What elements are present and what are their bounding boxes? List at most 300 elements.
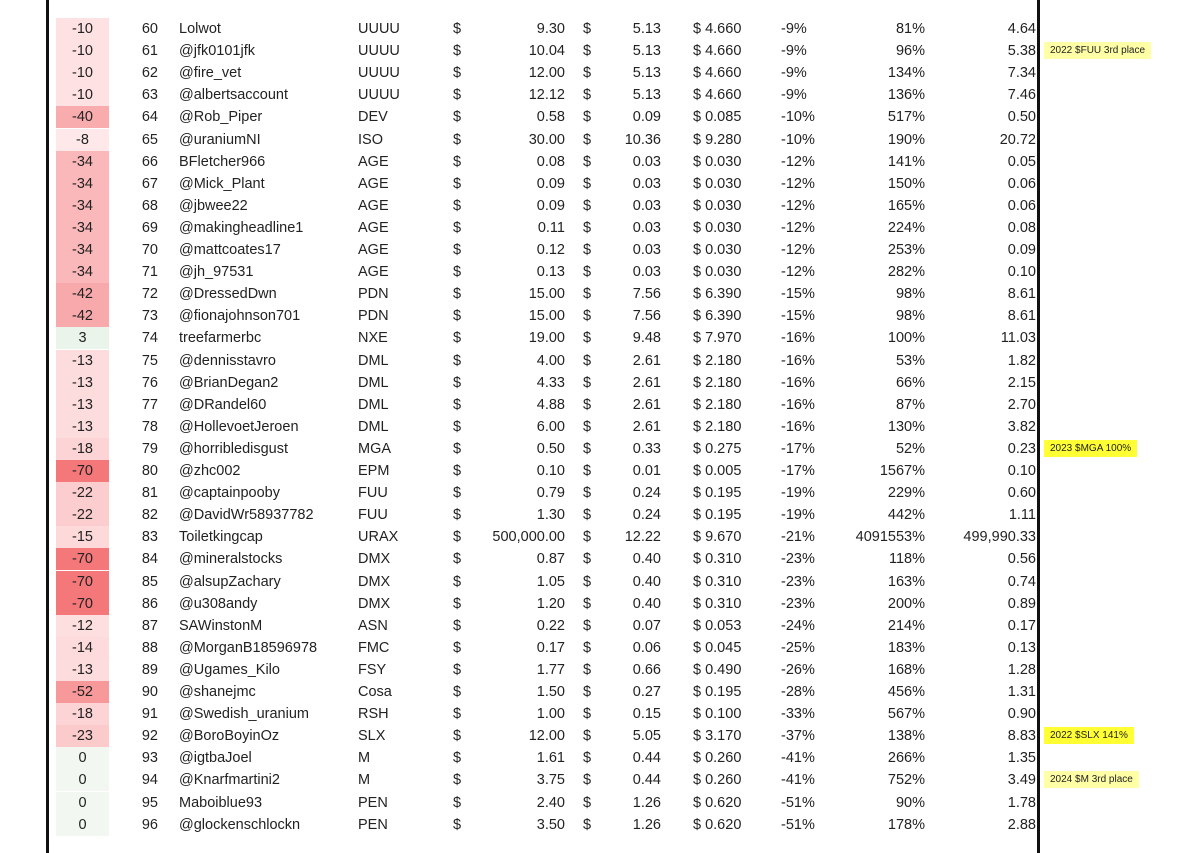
rank-cell: 91 [141, 706, 158, 723]
change-cell: -12% [781, 175, 815, 192]
buy-price-cell: 0.11 [537, 219, 565, 236]
dollar-sign: $ [583, 308, 592, 325]
roi-cell: 190% [887, 131, 925, 148]
table-row [0, 703, 1200, 725]
current-price-cell: 0.27 [632, 684, 661, 700]
handle-cell: @jh_97531 [179, 264, 254, 281]
dollar-sign: $ [583, 219, 592, 236]
current-price-cell: 7.56 [632, 308, 661, 325]
change-cell: -19% [781, 485, 815, 502]
roi-cell: 150% [887, 175, 925, 192]
table-row [0, 327, 1200, 349]
change-cell: -41% [781, 772, 815, 789]
change-cell: -23% [781, 573, 815, 590]
value-cell: 1.31 [1007, 684, 1036, 700]
buy-price-cell: 9.30 [536, 21, 565, 37]
score-cell: -40 [56, 106, 109, 128]
table-row [0, 615, 1200, 637]
change-cell: -41% [781, 750, 815, 767]
table-row [0, 106, 1200, 128]
buy-price-cell: 0.08 [536, 153, 565, 170]
target-cell: $ 0.085 [693, 109, 742, 126]
roi-cell: 130% [887, 418, 925, 435]
dollar-sign: $ [583, 617, 592, 634]
ticker-cell: ISO [358, 131, 383, 148]
handle-cell: @DRandel60 [179, 396, 267, 413]
dollar-sign: $ [583, 109, 592, 126]
roi-cell: 282% [887, 264, 925, 281]
ticker-cell: NXE [358, 330, 388, 347]
ticker-cell: M [358, 772, 371, 789]
ticker-cell: AGE [358, 175, 389, 192]
table-row [0, 504, 1200, 526]
table-row [0, 350, 1200, 372]
target-cell: $ 2.180 [693, 352, 742, 369]
current-price-cell: 2.61 [632, 374, 661, 391]
dollar-sign: $ [583, 573, 592, 590]
rank-cell: 68 [141, 197, 158, 214]
rank-cell: 72 [141, 286, 158, 303]
change-cell: -9% [781, 87, 807, 104]
target-cell: $ 0.490 [693, 661, 742, 678]
table-row [0, 526, 1200, 548]
value-cell: 1.11 [1008, 507, 1036, 524]
rank-cell: 71 [141, 264, 158, 281]
value-cell: 1.28 [1007, 661, 1036, 678]
target-cell: $ 0.195 [693, 684, 742, 700]
ticker-cell: FUU [358, 485, 388, 502]
dollar-sign: $ [583, 418, 592, 435]
buy-price-cell: 1.30 [536, 507, 565, 524]
score-cell: -18 [56, 438, 109, 460]
roi-cell: 118% [888, 551, 925, 568]
current-price-cell: 9.48 [632, 330, 661, 347]
handle-cell: @jbwee22 [179, 197, 248, 214]
rank-cell: 63 [141, 87, 158, 104]
rank-cell: 90 [141, 684, 158, 700]
dollar-sign: $ [583, 131, 592, 148]
dollar-sign: $ [583, 374, 592, 391]
rank-cell: 85 [141, 573, 158, 590]
table-row [0, 195, 1200, 217]
note-badge: 2022 $FUU 3rd place [1044, 42, 1151, 59]
buy-price-cell: 1.20 [536, 595, 565, 612]
value-cell: 0.90 [1007, 706, 1036, 723]
value-cell: 7.34 [1007, 65, 1036, 82]
dollar-sign: $ [583, 661, 592, 678]
roi-cell: 52% [895, 440, 925, 457]
dollar-sign: $ [453, 706, 462, 723]
handle-cell: Maboiblue93 [179, 794, 263, 811]
roi-cell: 81% [895, 21, 925, 37]
dollar-sign: $ [453, 463, 462, 479]
handle-cell: @DavidWr58937782 [179, 507, 314, 524]
dollar-sign: $ [583, 595, 592, 612]
change-cell: -16% [781, 330, 815, 347]
rank-cell: 75 [141, 352, 158, 369]
handle-cell: @mattcoates17 [179, 242, 281, 258]
table-row [0, 814, 1200, 836]
dollar-sign: $ [583, 816, 592, 833]
value-cell: 0.10 [1007, 264, 1036, 281]
buy-price-cell: 15.00 [528, 308, 565, 325]
table-row [0, 571, 1200, 593]
rank-cell: 65 [141, 131, 158, 148]
score-cell: 0 [56, 747, 109, 769]
buy-price-cell: 30.00 [528, 131, 565, 148]
target-cell: $ 2.180 [693, 418, 742, 435]
score-cell: -23 [56, 725, 109, 747]
ticker-cell: AGE [358, 264, 389, 281]
value-cell: 8.61 [1007, 308, 1036, 325]
table-row [0, 637, 1200, 659]
score-cell: -34 [56, 217, 109, 239]
ticker-cell: UUUU [358, 87, 400, 104]
roi-cell: 90% [895, 794, 925, 811]
table-row [0, 40, 1200, 62]
target-cell: $ 4.660 [693, 87, 742, 104]
dollar-sign: $ [583, 551, 592, 568]
score-cell: -70 [56, 548, 109, 570]
dollar-sign: $ [583, 43, 592, 60]
target-cell: $ 7.970 [693, 330, 742, 347]
current-price-cell: 0.03 [632, 197, 661, 214]
dollar-sign: $ [583, 485, 592, 502]
current-price-cell: 2.61 [632, 352, 661, 369]
buy-price-cell: 0.22 [536, 617, 565, 634]
dollar-sign: $ [583, 396, 592, 413]
table-row [0, 372, 1200, 394]
dollar-sign: $ [453, 87, 462, 104]
dollar-sign: $ [453, 308, 462, 325]
rank-cell: 77 [141, 396, 158, 413]
score-cell: -70 [56, 460, 109, 482]
ticker-cell: RSH [358, 706, 389, 723]
ticker-cell: FMC [358, 639, 390, 656]
value-cell: 1.82 [1007, 352, 1036, 369]
table-row [0, 283, 1200, 305]
change-cell: -17% [781, 440, 815, 457]
buy-price-cell: 1.61 [536, 750, 565, 767]
buy-price-cell: 0.79 [536, 485, 565, 502]
rank-cell: 60 [141, 21, 158, 37]
ticker-cell: DMX [358, 551, 391, 568]
dollar-sign: $ [453, 418, 462, 435]
dollar-sign: $ [583, 772, 592, 789]
change-cell: -12% [781, 219, 815, 236]
target-cell: $ 0.620 [693, 794, 742, 811]
dollar-sign: $ [453, 485, 462, 502]
dollar-sign: $ [583, 440, 592, 457]
current-price-cell: 0.03 [632, 219, 661, 236]
rank-cell: 78 [141, 418, 158, 435]
roi-cell: 96% [895, 43, 925, 60]
value-cell: 0.08 [1007, 219, 1036, 236]
rank-cell: 89 [141, 661, 158, 678]
buy-price-cell: 3.75 [536, 772, 565, 789]
buy-price-cell: 19.00 [528, 330, 565, 347]
rank-cell: 70 [141, 242, 158, 258]
ticker-cell: UUUU [358, 65, 400, 82]
score-cell: -52 [56, 681, 109, 703]
score-cell: -22 [56, 504, 109, 526]
change-cell: -51% [781, 816, 815, 833]
score-cell: 0 [56, 814, 109, 836]
dollar-sign: $ [583, 507, 592, 524]
target-cell: $ 0.310 [693, 573, 742, 590]
score-cell: -10 [56, 18, 109, 40]
dollar-sign: $ [583, 87, 592, 104]
value-cell: 1.35 [1007, 750, 1036, 767]
roi-cell: 253% [887, 242, 925, 258]
buy-price-cell: 1.77 [536, 661, 565, 678]
current-price-cell: 0.09 [632, 109, 661, 126]
target-cell: $ 0.310 [693, 551, 742, 568]
score-cell: 0 [56, 792, 109, 814]
dollar-sign: $ [583, 330, 592, 347]
value-cell: 0.50 [1007, 109, 1036, 126]
buy-price-cell: 10.04 [528, 43, 565, 60]
buy-price-cell: 1.50 [536, 684, 565, 700]
ticker-cell: URAX [358, 529, 399, 546]
score-cell: -13 [56, 416, 109, 438]
target-cell: $ 0.030 [693, 264, 742, 281]
handle-cell: @u308andy [179, 595, 258, 612]
handle-cell: @HollevoetJeroen [179, 418, 299, 435]
table-row [0, 18, 1200, 40]
table-row [0, 438, 1200, 460]
value-cell: 8.61 [1007, 286, 1036, 303]
buy-price-cell: 0.50 [536, 440, 565, 457]
buy-price-cell: 3.50 [536, 816, 565, 833]
table-row [0, 239, 1200, 261]
table-row [0, 84, 1200, 106]
dollar-sign: $ [453, 551, 462, 568]
target-cell: $ 0.195 [693, 485, 742, 502]
dollar-sign: $ [453, 794, 462, 811]
change-cell: -26% [781, 661, 815, 678]
score-cell: -70 [56, 593, 109, 615]
current-price-cell: 5.13 [632, 43, 661, 60]
current-price-cell: 0.24 [632, 485, 661, 502]
value-cell: 5.38 [1007, 43, 1036, 60]
rank-cell: 87 [141, 617, 158, 634]
change-cell: -16% [781, 396, 815, 413]
handle-cell: @horribledisgust [179, 440, 289, 457]
dollar-sign: $ [583, 728, 592, 745]
ticker-cell: DML [358, 374, 389, 391]
rank-cell: 79 [141, 440, 158, 457]
rank-cell: 62 [141, 65, 158, 82]
rank-cell: 81 [141, 485, 158, 502]
roi-cell: 141% [887, 153, 925, 170]
ticker-cell: FUU [358, 507, 388, 524]
roi-cell: 214% [887, 617, 925, 634]
score-cell: -34 [56, 239, 109, 261]
rank-cell: 96 [141, 816, 158, 833]
ticker-cell: Cosa [358, 684, 392, 700]
table-row [0, 792, 1200, 814]
roi-cell: 752% [887, 772, 925, 789]
table-row [0, 482, 1200, 504]
roi-cell: 87% [895, 396, 925, 413]
value-cell: 8.83 [1007, 728, 1036, 745]
rank-cell: 86 [141, 595, 158, 612]
roi-cell: 517% [887, 109, 925, 126]
roi-cell: 66% [895, 374, 925, 391]
roi-cell: 53% [895, 352, 925, 369]
target-cell: $ 0.260 [693, 772, 742, 789]
buy-price-cell: 0.17 [536, 639, 565, 656]
target-cell: $ 4.660 [693, 65, 742, 82]
value-cell: 0.56 [1007, 551, 1036, 568]
handle-cell: @Swedish_uranium [179, 706, 309, 723]
change-cell: -28% [781, 684, 815, 700]
handle-cell: @fionajohnson701 [179, 308, 301, 325]
table-row [0, 747, 1200, 769]
roi-cell: 442% [887, 507, 925, 524]
handle-cell: Toiletkingcap [179, 529, 263, 546]
handle-cell: @makingheadline1 [179, 219, 304, 236]
change-cell: -10% [781, 109, 815, 126]
target-cell: $ 0.045 [693, 639, 742, 656]
dollar-sign: $ [453, 175, 462, 192]
ticker-cell: AGE [358, 219, 389, 236]
dollar-sign: $ [453, 816, 462, 833]
note-badge: 2023 $MGA 100% [1044, 440, 1137, 457]
rank-cell: 66 [141, 153, 158, 170]
target-cell: $ 9.280 [693, 131, 742, 148]
value-cell: 2.70 [1007, 396, 1036, 413]
current-price-cell: 5.13 [632, 21, 661, 37]
buy-price-cell: 1.05 [536, 573, 565, 590]
value-cell: 0.74 [1007, 573, 1036, 590]
buy-price-cell: 0.87 [536, 551, 565, 568]
table-row [0, 769, 1200, 791]
target-cell: $ 0.030 [693, 197, 742, 214]
change-cell: -25% [781, 639, 815, 656]
target-cell: $ 4.660 [693, 21, 742, 37]
value-cell: 0.06 [1007, 197, 1036, 214]
table-row [0, 62, 1200, 84]
current-price-cell: 0.33 [632, 440, 661, 457]
score-cell: -18 [56, 703, 109, 725]
buy-price-cell: 0.12 [536, 242, 565, 258]
score-cell: -13 [56, 659, 109, 681]
table-row [0, 305, 1200, 327]
target-cell: $ 0.005 [693, 463, 742, 479]
target-cell: $ 6.390 [693, 286, 742, 303]
current-price-cell: 0.40 [632, 551, 661, 568]
value-cell: 2.88 [1007, 816, 1036, 833]
handle-cell: @albertsaccount [179, 87, 289, 104]
table-row [0, 129, 1200, 151]
value-cell: 2.15 [1007, 374, 1036, 391]
target-cell: $ 0.053 [693, 617, 742, 634]
target-cell: $ 0.260 [693, 750, 742, 767]
current-price-cell: 0.44 [632, 750, 661, 767]
score-cell: 0 [56, 769, 109, 791]
dollar-sign: $ [453, 286, 462, 303]
score-cell: -34 [56, 195, 109, 217]
change-cell: -12% [781, 197, 815, 214]
dollar-sign: $ [453, 750, 462, 767]
ticker-cell: MGA [358, 440, 392, 457]
ticker-cell: UUUU [358, 43, 400, 60]
current-price-cell: 5.13 [632, 65, 661, 82]
ticker-cell: ASN [358, 617, 388, 634]
value-cell: 499,990.33 [963, 529, 1036, 546]
current-price-cell: 0.66 [632, 661, 661, 678]
buy-price-cell: 12.00 [528, 728, 565, 745]
ticker-cell: PEN [358, 816, 388, 833]
change-cell: -23% [781, 595, 815, 612]
dollar-sign: $ [453, 242, 462, 258]
change-cell: -10% [781, 131, 815, 148]
ticker-cell: M [358, 750, 371, 767]
ticker-cell: DEV [358, 109, 388, 126]
change-cell: -21% [781, 529, 815, 546]
dollar-sign: $ [583, 794, 592, 811]
note-badge: 2022 $SLX 141% [1044, 727, 1134, 744]
change-cell: -12% [781, 242, 815, 258]
target-cell: $ 4.660 [693, 43, 742, 60]
value-cell: 4.64 [1007, 21, 1036, 37]
handle-cell: @Knarfmartini2 [179, 772, 280, 789]
current-price-cell: 2.61 [632, 396, 661, 413]
score-cell: -10 [56, 62, 109, 84]
handle-cell: BFletcher966 [179, 153, 266, 170]
score-cell: -8 [56, 129, 109, 151]
value-cell: 20.72 [999, 131, 1036, 148]
handle-cell: @fire_vet [179, 65, 242, 82]
rank-cell: 92 [141, 728, 158, 745]
ticker-cell: PDN [358, 308, 389, 325]
handle-cell: Lolwot [179, 21, 221, 37]
handle-cell: @uraniumNI [179, 131, 261, 148]
table-row [0, 681, 1200, 703]
rank-cell: 80 [141, 463, 158, 479]
target-cell: $ 0.195 [693, 507, 742, 524]
dollar-sign: $ [453, 197, 462, 214]
target-cell: $ 2.180 [693, 374, 742, 391]
buy-price-cell: 500,000.00 [492, 529, 565, 546]
target-cell: $ 2.180 [693, 396, 742, 413]
score-cell: -13 [56, 350, 109, 372]
ticker-cell: DMX [358, 595, 391, 612]
buy-price-cell: 12.00 [528, 65, 565, 82]
dollar-sign: $ [453, 264, 462, 281]
dollar-sign: $ [453, 374, 462, 391]
dollar-sign: $ [453, 573, 462, 590]
score-cell: -22 [56, 482, 109, 504]
note-badge: 2024 $M 3rd place [1044, 771, 1139, 788]
handle-cell: @igtbaJoel [179, 750, 252, 767]
roi-cell: 178% [887, 816, 925, 833]
dollar-sign: $ [453, 728, 462, 745]
target-cell: $ 0.620 [693, 816, 742, 833]
dollar-sign: $ [583, 639, 592, 656]
change-cell: -16% [781, 418, 815, 435]
rank-cell: 64 [141, 109, 158, 126]
table-row [0, 548, 1200, 570]
table-row [0, 173, 1200, 195]
dollar-sign: $ [453, 617, 462, 634]
value-cell: 11.03 [1000, 330, 1036, 347]
handle-cell: @glockenschlockn [179, 816, 301, 833]
table-row [0, 416, 1200, 438]
target-cell: $ 0.310 [693, 595, 742, 612]
